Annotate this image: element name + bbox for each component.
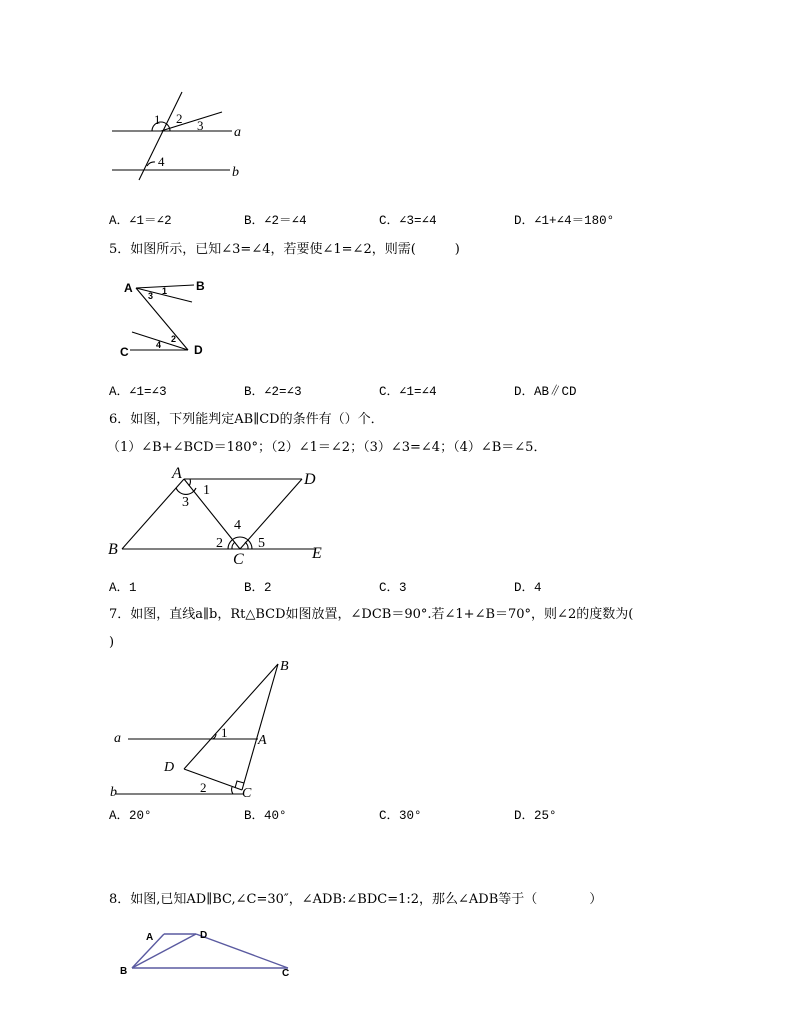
option-key: A． [109, 581, 130, 595]
option-b [244, 384, 302, 400]
option-text: AB∥CD [534, 385, 577, 399]
angle-label-3: 3 [182, 495, 189, 510]
option-key: D． [514, 385, 535, 399]
option-a [109, 213, 172, 229]
line-bd [132, 934, 196, 968]
point-a: A [172, 465, 182, 482]
option-text: 3 [399, 581, 407, 595]
line-label-a: a [114, 731, 121, 746]
angle-label-2: 2 [171, 334, 177, 344]
angle-label-4: 4 [158, 154, 165, 169]
option-text: ∠3=∠4 [399, 214, 437, 228]
option-b [244, 580, 272, 596]
point-c: C [233, 551, 244, 568]
option-text: ∠1+∠4＝180° [534, 214, 615, 228]
option-c [379, 580, 407, 596]
q7-stem-end: ) [109, 635, 115, 650]
point-e: E [312, 545, 322, 562]
q8-stem: 8．如图,已知AD∥BC,∠C=30″，∠ADB:∠BDC=1:2，那么∠ADB等于（ ） [109, 892, 603, 907]
point-c: C [242, 786, 252, 801]
option-text: 1 [129, 581, 137, 595]
option-text: 25° [534, 809, 557, 823]
point-d: D [304, 471, 316, 488]
point-d: D [200, 930, 208, 941]
option-key: C． [379, 385, 400, 399]
line-label-b: b [110, 785, 117, 800]
q7-stem: 7．如图，直线a∥b，Rt△BCD如图放置，∠DCB＝90°.若∠1+∠B＝70°，则∠2的度数为( [109, 607, 634, 622]
point-b: B [108, 541, 118, 558]
point-a: A [146, 932, 154, 943]
option-text: 2 [264, 581, 272, 595]
option-key: A． [109, 214, 130, 228]
option-text: 30° [399, 809, 422, 823]
option-text: 4 [534, 581, 542, 595]
angle-label-1: 1 [162, 286, 168, 296]
line-ac [184, 479, 240, 549]
angle-label-3: 3 [197, 118, 204, 133]
point-d: D [194, 343, 203, 357]
point-b: B [196, 279, 205, 293]
option-d [514, 384, 577, 400]
q7-figure [104, 656, 304, 802]
angle-label-4: 4 [156, 340, 162, 350]
option-key: B． [244, 809, 265, 823]
point-d: D [164, 760, 175, 775]
option-key: C． [379, 214, 400, 228]
option-text: ∠1＝∠2 [129, 214, 172, 228]
option-key: C． [379, 581, 400, 595]
option-a [109, 808, 152, 824]
angle-label-5: 5 [258, 536, 265, 551]
ray-line [161, 112, 222, 131]
line-ab [122, 479, 184, 549]
angle-label-4: 4 [234, 518, 241, 533]
option-c [379, 213, 437, 229]
line-cd [240, 479, 302, 549]
q5-figure [110, 272, 220, 362]
option-c [379, 808, 422, 824]
q8-figure [116, 926, 302, 980]
angle-label-1: 1 [221, 725, 228, 740]
angle-arc [147, 162, 155, 166]
line-db [184, 664, 278, 769]
angle-label-2: 2 [176, 111, 183, 126]
line-ad [136, 288, 188, 350]
option-text: ∠2=∠3 [264, 385, 302, 399]
line-bc [242, 664, 278, 790]
option-key: C． [379, 809, 400, 823]
angle-arc [232, 787, 233, 794]
point-c: C [120, 345, 129, 359]
option-key: D． [514, 809, 535, 823]
line-dc [196, 934, 288, 968]
option-d [514, 213, 614, 229]
option-key: A． [109, 385, 130, 399]
point-b: B [120, 966, 128, 977]
angle-arc [176, 488, 196, 494]
option-c [379, 384, 437, 400]
q6-stem: 6．如图，下列能判定AB∥CD的条件有（）个． [109, 412, 384, 427]
angle-label-1: 1 [154, 112, 161, 127]
point-b: B [280, 659, 289, 674]
line-dc [184, 769, 242, 790]
option-text: ∠1=∠3 [129, 385, 167, 399]
option-text: 40° [264, 809, 287, 823]
option-text: 20° [129, 809, 152, 823]
option-d [514, 580, 542, 596]
option-text: ∠1=∠4 [399, 385, 437, 399]
angle-arc [245, 542, 248, 549]
angle-label-3: 3 [148, 291, 154, 301]
option-b [244, 808, 287, 824]
option-b [244, 213, 307, 229]
q5-stem: 5．如图所示，已知∠3=∠4，若要使∠1=∠2，则需( ) [109, 242, 460, 257]
q6-figure [104, 462, 334, 568]
angle-label-2: 2 [200, 780, 207, 795]
line-label-a: a [234, 125, 241, 140]
option-key: D． [514, 581, 535, 595]
option-a [109, 384, 167, 400]
angle-label-1: 1 [203, 483, 210, 498]
angle-arc [232, 542, 235, 549]
option-key: B． [244, 214, 265, 228]
option-key: D． [514, 214, 535, 228]
point-c: C [282, 968, 290, 979]
option-key: A． [109, 809, 130, 823]
point-a: A [258, 733, 267, 748]
option-text: ∠2＝∠4 [264, 214, 307, 228]
option-d [514, 808, 557, 824]
line-label-b: b [232, 165, 239, 180]
option-key: B． [244, 385, 265, 399]
angle-label-2: 2 [216, 536, 223, 551]
option-a [109, 580, 137, 596]
q4-figure [100, 86, 260, 182]
angle-arc [189, 479, 190, 486]
option-key: B． [244, 581, 265, 595]
q6-conditions: （1）∠B+∠BCD＝180°；（2）∠1＝∠2；（3）∠3=∠4；（4）∠B＝∠5． [107, 440, 547, 455]
point-a: A [124, 281, 133, 295]
